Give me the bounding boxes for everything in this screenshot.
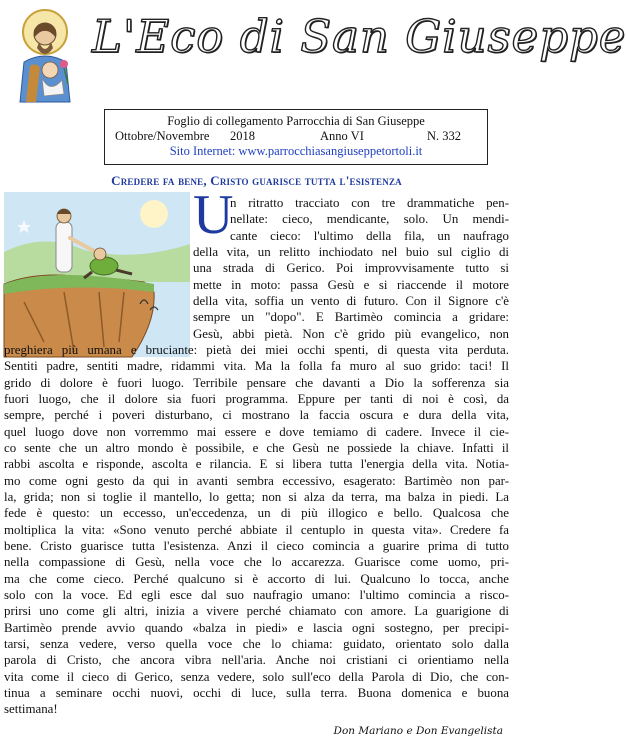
article-line: mette in moto: passa Gesù e si riaccende il motore xyxy=(193,277,509,292)
article-line: bene. Cristo guarisce tutta l'esistenza. Anzi il cieco comincia a guarire prima di tutto xyxy=(4,538,509,553)
article-line: sempre, perché i poveri disturbano, ci mostrano la faccia oscura e dura della vita, xyxy=(4,408,509,423)
website-link[interactable]: Sito Internet: www.parrocchiasangiuseppetortoli.it xyxy=(169,144,423,158)
article-line: Bartimèo prende avvio quando «balza in piedi» e lascia ogni sostegno, per precipi- xyxy=(4,620,509,635)
saint-joseph-logo-icon xyxy=(6,4,84,104)
issue-year: 2018 xyxy=(230,129,255,143)
article-line: fuori luogo, che il dolore sia fuori programma. Eppure per tanti di noi è così, da xyxy=(4,391,509,406)
article-line: fede è questo: un eccesso, un'eccedenza, un di più illogico e bello. Qualcosa che xyxy=(4,506,509,521)
article-line: moltiplica la vita: «Sono venuto perché abbiate il centuplo in questa vita». Credere fa xyxy=(4,522,509,537)
article-line: rabbi ascolta e risponde, ascolta e rilancia. E si libera tutta l'energia della vita. Notia- xyxy=(4,457,509,472)
article-line: Gesù, abbi pietà. Non c'è grido più evangelico, non xyxy=(193,326,509,341)
article-line: prirsi uno come gli altri, inizia a vivere perché chiamato con amore. La guarigione di xyxy=(4,604,509,619)
article-line: co sente che un altro mondo è possibile, e che Gesù ne possiede la chiave. Infatti il xyxy=(4,440,509,455)
article-line: preghiera più umana e bruciante: pietà dei miei occhi spenti, di questa vita perduta. xyxy=(4,342,509,357)
jesus-healing-blind-illustration xyxy=(4,192,190,357)
article-headline: Credere fa bene, Cristo guarisce tutta l'esistenza xyxy=(111,173,402,188)
article-last-line: settimana! xyxy=(4,702,58,717)
article-line: tarsi, senza vedere, verso quella voce che lo chiama: guidato, orientato solo dalla xyxy=(4,636,509,651)
article-line: ma che come cieco. Perché qualcuno si è accorto di lui. Qualcuno lo tocca, anche xyxy=(4,571,509,586)
article-line: cante cieco: l'ultimo della fila, un naufrago xyxy=(230,228,509,243)
article-line: sempre un "dopo". E Bartimèo comincia a gridare: xyxy=(193,310,509,325)
article-line: della vita, soffia un vento di futuro. Con il Signore c'è xyxy=(193,293,509,308)
issue-number: N. 332 xyxy=(427,129,462,143)
article-line: grido di dolore è fuori luogo. Terribile pensare che davanti a Dio la sofferenza sia xyxy=(4,375,509,390)
article-line: n ritratto tracciato con tre drammatiche pen- xyxy=(230,196,509,210)
info-subtitle: Foglio di collegamento Parrocchia di San Giuseppe xyxy=(167,114,425,128)
article-line: quel luogo dove non vorremmo mai essere e dove temiamo di cadere. Invece il cie- xyxy=(4,424,509,439)
article-line: solo con la voce. Ed egli esce dal suo naufragio umano: l'ultimo comincia a risco- xyxy=(4,587,509,602)
article-dropcap: U xyxy=(193,184,234,246)
article-line: una strada di Gerico. Poi improvvisamente tutto si xyxy=(193,261,509,276)
article-signature: Don Mariano e Don Evangelista xyxy=(333,725,503,737)
issue-volume: Anno VI xyxy=(320,129,364,143)
article-line: della vita, un relitto inchiodato nel buio sul ciglio di xyxy=(193,244,509,259)
info-box xyxy=(104,109,488,165)
article-line: nellate: cieco, mendicante, solo. Un mendi- xyxy=(230,212,509,227)
article-line: Sentiti padre, sentiti madre, ridammi vita. Ma la folla fa muro al suo grido: taci! Il xyxy=(4,359,509,374)
article-line: la, grida; non si toglie il mantello, lo getta; non si alza da terra, ma balza in piedi. La xyxy=(4,489,509,504)
article-line: parola di Cristo, che ancora vibra nell'aria. Anche noi cristiani ci orientiamo nella xyxy=(4,653,509,668)
article-line: tinua a seminare occhi nuovi, occhi di luce, sulla terra. Buona domenica e buona xyxy=(4,685,509,700)
masthead-title: L'Eco di San Giuseppe xyxy=(92,10,626,63)
article-line: mo come ogni gesto da qui in avanti sembra eccessivo, esagerato: Bartimèo non par- xyxy=(4,473,509,488)
article-line: vita come il cieco di Gerico, senza vedere, solo sull'eco della Parola di Dio, che con- xyxy=(4,669,509,684)
article-line: nella compassione di Gesù, nella voce che lo accarezza. Guarisce come uomo, pri- xyxy=(4,555,509,570)
issue-date: Ottobre/Novembre xyxy=(115,129,210,143)
